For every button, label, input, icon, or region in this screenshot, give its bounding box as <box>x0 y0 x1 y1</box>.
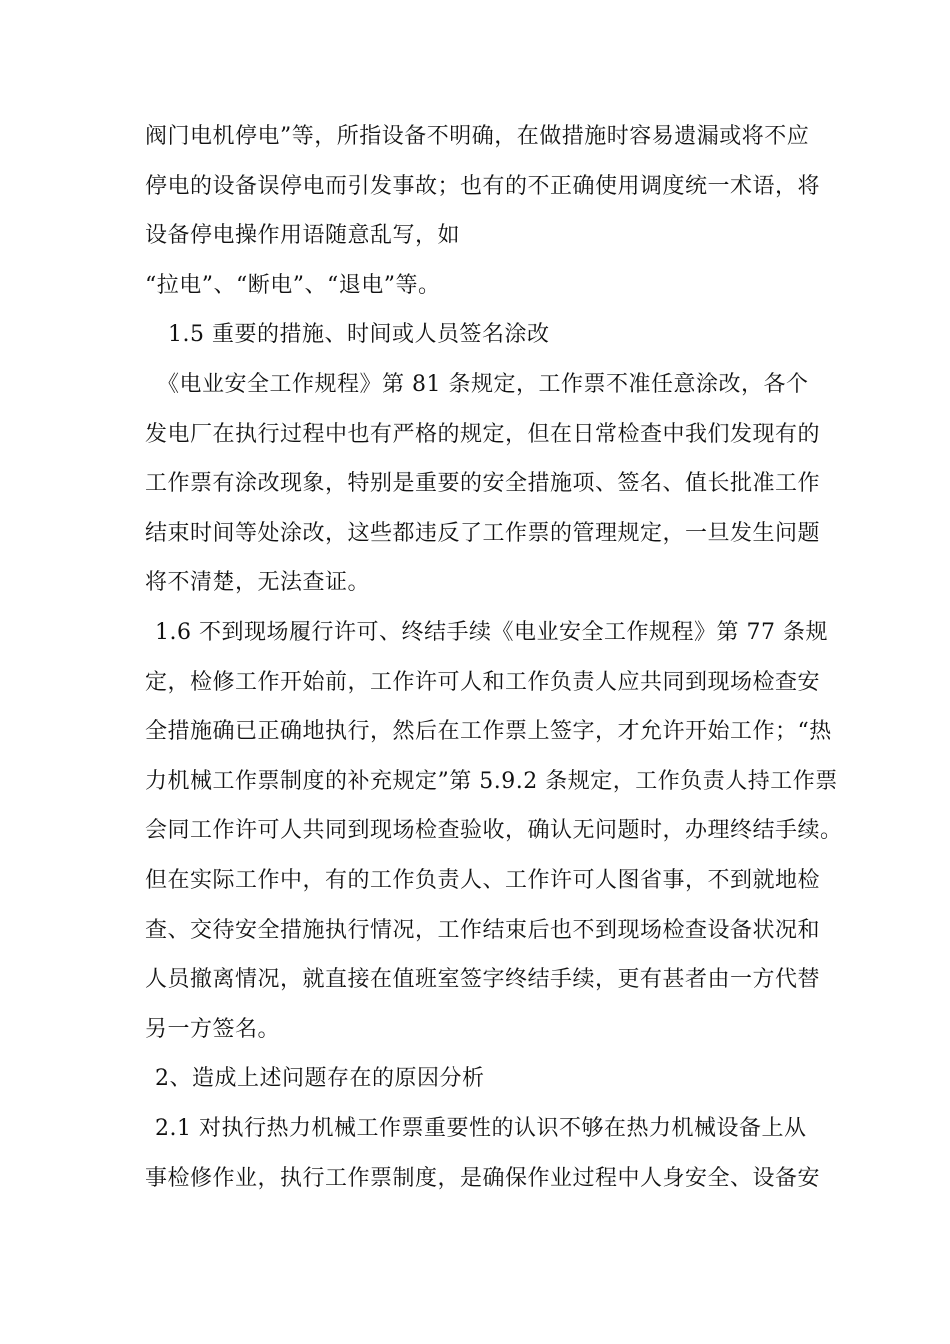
text-line: 停电的设备误停电而引发事故；也有的不正确使用调度统一术语，将 <box>145 174 821 199</box>
text-line: 设备停电操作用语随意乱写，如 <box>145 223 461 248</box>
section-heading: 2、造成上述问题存在的原因分析 <box>155 1066 485 1091</box>
text-line: 阀门电机停电”等，所指设备不明确，在做措施时容易遗漏或将不应 <box>145 124 810 149</box>
text-line: 《电业安全工作规程》第 81 条规定，工作票不准任意涂改，各个 <box>157 372 809 397</box>
text-line: 力机械工作票制度的补充规定”第 5.9.2 条规定，工作负责人持工作票 <box>145 769 838 794</box>
section-heading: 1.5 重要的措施、时间或人员签名涂改 <box>168 322 550 347</box>
text-line: 定，检修工作开始前，工作许可人和工作负责人应共同到现场检查安 <box>145 670 821 695</box>
text-line: 发电厂在执行过程中也有严格的规定，但在日常检查中我们发现有的 <box>145 422 821 447</box>
text-line: 但在实际工作中，有的工作负责人、工作许可人图省事，不到就地检 <box>145 868 821 893</box>
text-line: 会同工作许可人共同到现场检查验收，确认无问题时，办理终结手续。 <box>145 818 843 843</box>
section-heading: 2.1 对执行热力机械工作票重要性的认识不够在热力机械设备上从 <box>155 1116 807 1141</box>
text-line: 全措施确已正确地执行，然后在工作票上签字，才允许开始工作；“热 <box>145 719 832 744</box>
text-line: 人员撤离情况，就直接在值班室签字终结手续，更有甚者由一方代替 <box>145 967 821 992</box>
text-line: “拉电”、“断电”、“退电”等。 <box>145 273 441 298</box>
section-heading: 1.6 不到现场履行许可、终结手续《电业安全工作规程》第 77 条规 <box>155 620 828 645</box>
text-line: 结束时间等处涂改，这些都违反了工作票的管理规定，一旦发生问题 <box>145 521 821 546</box>
text-line: 查、交待安全措施执行情况，工作结束后也不到现场检查设备状况和 <box>145 918 821 943</box>
text-line: 工作票有涂改现象，特别是重要的安全措施项、签名、值长批准工作 <box>145 471 821 496</box>
text-line: 另一方签名。 <box>145 1017 281 1042</box>
text-line: 将不清楚，无法查证。 <box>145 570 371 595</box>
text-line: 事检修作业，执行工作票制度，是确保作业过程中人身安全、设备安 <box>145 1166 821 1191</box>
